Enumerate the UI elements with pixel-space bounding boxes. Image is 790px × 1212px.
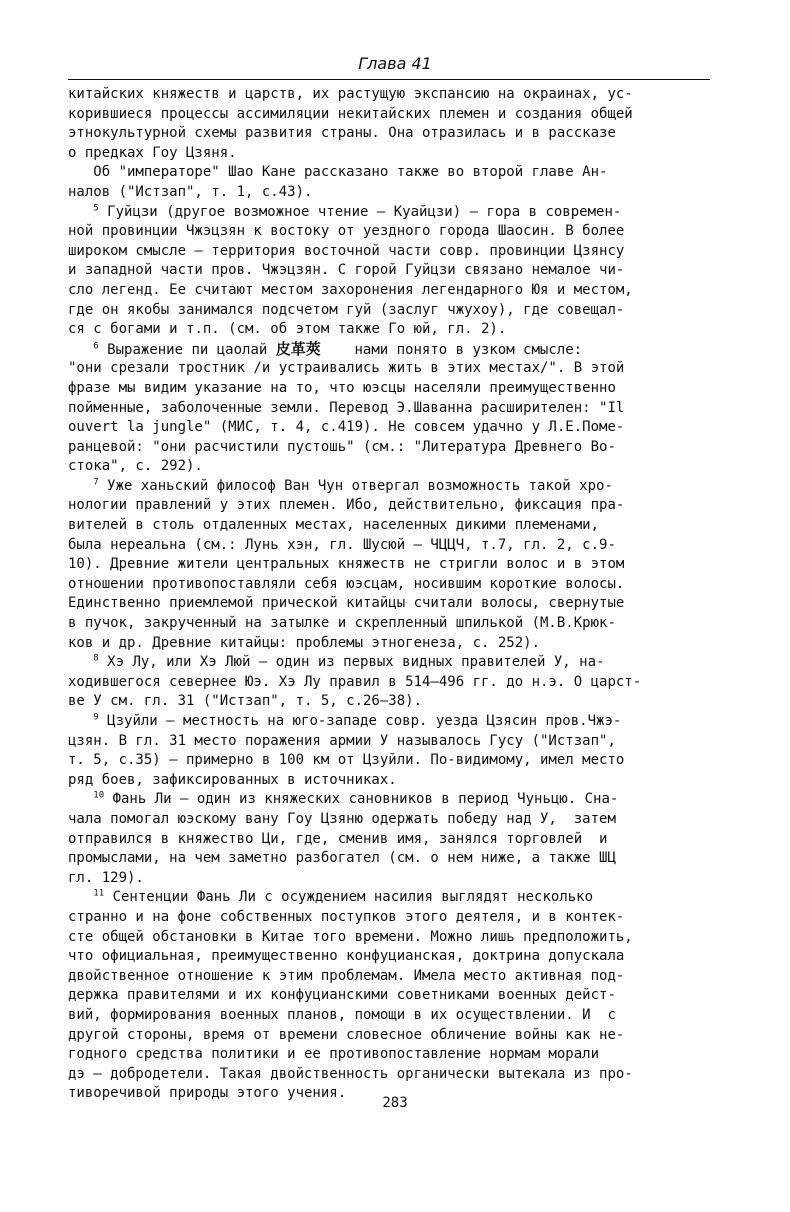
page-body [68,85,710,1104]
text-line: нами понято в узком смысле: [354,341,583,358]
text-line: ранцевой: "они расчистили пустошь" (см.: "Литература Древнего Во- [68,438,616,455]
text-line: чала помогал юэскому вану Гоу Цзяню одержать победу над У, затем [68,810,616,827]
footnote-5 [68,203,710,340]
text-line: Хэ Лу, или Хэ Люй — один из первых видных правителей У, на- [107,654,605,671]
text-line: Уже ханьский философ Ван Чун отвергал возможность такой хро- [107,477,613,494]
footnote-number: 6 [93,341,99,352]
text-line: где он якобы занимался подсчетом гуй (заслуг чжухоу), где совещал- [68,301,625,318]
text-line: тиворечивой природы этого учения. [68,1085,347,1102]
footnote-first-line [68,712,710,732]
text-line: Об "императоре" Шао Кане рассказано также во второй главе Ан- [68,164,608,181]
text-line: 10). Древние жители центральных княжеств не стригли волос и в этом [68,556,625,573]
chapter-header: Глава 41 [358,54,432,73]
text-line: налов ("Истзап", т. 1, с.43). [68,183,313,200]
text-line: годного средства политики и ее противопоставление нормам морали [68,1046,600,1063]
text-line: вий, формирования военных планов, помощи в их осуществлении. И с [68,1006,616,1023]
text-line: Цзуйли — местность на юго-западе совр. уезда Цзясин пров.Чжэ- [107,713,622,729]
text-line: Сентенции Фань Ли с осуждением насилия выглядят несколько [112,889,594,906]
text-line: фразе мы видим указание на то, что юэсцы населяли преимущественно [68,379,616,396]
text-line: странно и на фоне собственных поступков этого деятеля, и в контек- [68,908,625,925]
footnote-number: 11 [93,888,105,899]
text-line: дэ — добродетели. Такая двойственность органически вытекала из про- [68,1065,633,1082]
footnote-first-line [68,888,710,908]
text-line: пойменные, заболоченные земли. Перевод Э.Шаванна расширителен: "Il [68,399,625,416]
text-line: т. 5, с.35) — примерно в 100 км от Цзуйли. По-видимому, имел место [68,752,625,769]
text-line: сте общей обстановки в Китае того времени. Можно лишь предположить, [68,928,633,945]
text-line: была нереальна (см.: Лунь хэн, гл. Шусюй — ЧЦЦЧ, т.7, гл. 2, с.9- [68,536,616,553]
header-rule [68,79,710,80]
footnote-number: 7 [93,477,99,488]
text-line: Единственно приемлемой прической китайцы считали волосы, свернутые [68,595,625,612]
text-line: двойственное отношение к этим проблемам. Имела место активная под- [68,967,625,984]
page-number: 283 [382,1095,408,1111]
footnote-number: 8 [93,653,99,664]
text-line: китайских княжеств и царств, их растущую экспансию на окраинах, ус- [68,86,633,102]
chinese-characters: 皮革莢 [275,339,321,358]
text-line: другой стороны, время от времени словесное обличение войны как не- [68,1026,625,1043]
footnote-first-line [68,340,710,360]
text-line: широком смысле — территория восточной части совр. провинции Цзянсу [68,242,625,259]
text-line: Выражение пи цаолай [107,341,268,358]
footnote-6 [68,340,710,477]
text-line: ся с богами и т.п. (см. об этом также Го юй, гл. 2). [68,321,507,338]
paragraph [68,163,710,202]
text-line: ходившегося севернее Юэ. Хэ Лу правил в 514—496 гг. до н.э. О царст- [68,673,642,690]
footnote-10 [68,790,710,888]
text-line: отправился в княжество Ци, где, сменив имя, занялся торговлей и [68,830,608,847]
text-line: ouvert la jungle" (МИС, т. 4, с.419). Не совсем удачно у Л.Е.Поме- [68,419,625,436]
text-line: этнокультурной схемы развития страны. Она отразилась и в рассказе [68,125,616,142]
text-line: нологии правлений у этих племен. Ибо, действительно, фиксация пра- [68,497,625,514]
text-line: промыслами, на чем заметно разбогател (см. о нем ниже, а также ШЦ [68,850,616,867]
footnote-first-line [68,790,710,810]
text-line: стока", с. 292). [68,458,203,475]
text-line: гл. 129). [68,869,144,886]
footnote-11 [68,888,710,1104]
footnote-7 [68,477,710,653]
text-line: вителей в столь отдаленных местах, населенных дикими племенами, [68,517,600,534]
footnote-8 [68,653,710,712]
text-line: ной провинции Чжэцзян к востоку от уездного города Шаосин. В более [68,223,625,240]
text-line: сло легенд. Ее считают местом захоронения легендарного Юя и местом, [68,281,633,298]
text-line: в пучок, закрученный на затылке и скрепленный шпилькой (М.В.Крюк- [68,615,616,632]
footnote-first-line [68,203,710,223]
text-line: что официальная, преимущественно конфуцианская, доктрина допускала [68,948,625,965]
footnote-first-line [68,477,710,497]
footnote-9 [68,712,710,790]
text-line: Фань Ли — один из княжеских сановников в период Чуньцю. Сна- [112,791,619,808]
paragraph [68,85,710,163]
text-line: и западной части пров. Чжэцзян. С горой Гуйцзи связано немалое чи- [68,262,625,279]
text-line: "они срезали тростник /и устраивались жить в этих местах/". В этой [68,360,625,377]
text-line: о предках Гоу Цзяня. [68,144,237,161]
text-line: ряд боев, зафиксированных в источниках. [68,771,397,788]
footnote-number: 5 [93,202,99,213]
text-line: ков и др. Древние китайцы: проблемы этногенеза, с. 252). [68,634,541,651]
text-line: корившиеся процессы ассимиляции некитайских племен и создания общей [68,105,633,122]
text-line: цзян. В гл. 31 место поражения армии У называлось Гусу ("Истзап", [68,732,616,749]
text-line: Гуйцзи (другое возможное чтение — Куайцзи) — гора в современ- [107,203,622,220]
footnote-first-line [68,653,710,673]
footnote-number: 9 [93,712,99,723]
footnote-number: 10 [93,790,105,801]
text-line: ве У см. гл. 31 ("Истзап", т. 5, с.26—38). [68,693,423,710]
text-line: держка правителями и их конфуцианскими советниками военных дейст- [68,987,616,1004]
text-line: отношении противопоставляли себя юэсцам, носившим короткие волосы. [68,575,625,592]
